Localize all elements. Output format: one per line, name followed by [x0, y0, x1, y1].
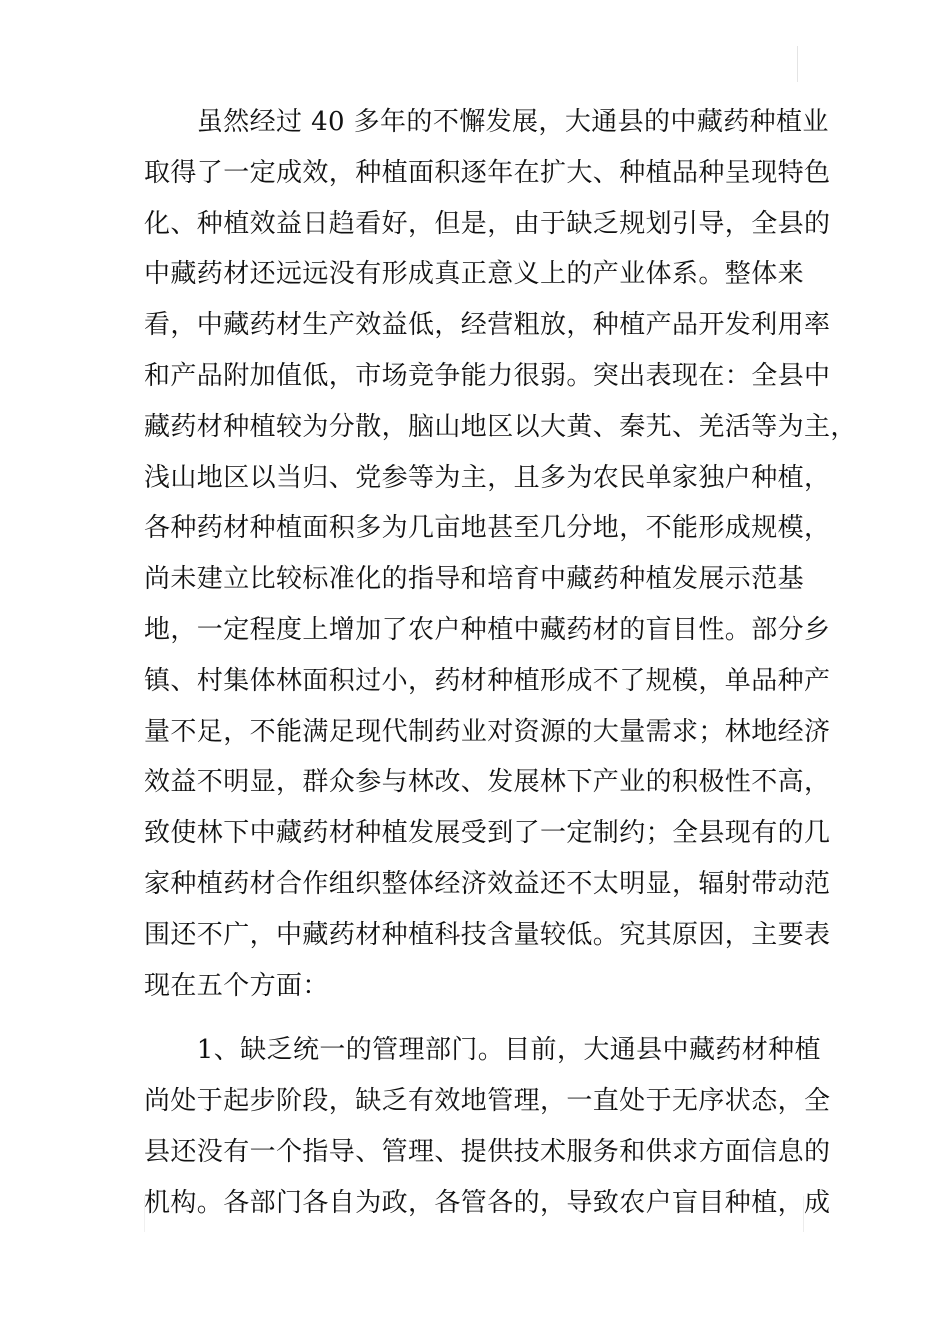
- text-line: 尚未建立比较标准化的指导和培育中藏药种植发展示范基: [144, 564, 805, 595]
- text-line: 机构。各部门各自为政，各管各的，导致农户盲目种植，成: [144, 1187, 831, 1218]
- document-body: [144, 97, 857, 1229]
- text-line: 地，一定程度上增加了农户种植中藏药材的盲目性。部分乡: [144, 614, 831, 645]
- paragraph: [144, 1025, 831, 1228]
- text-line: 围还不广，中藏药材种植科技含量较低。究其原因，主要表: [144, 919, 831, 950]
- text-line: 镇、村集体林面积过小，药材种植形成不了规模，单品种产: [144, 665, 831, 696]
- paragraph: [144, 97, 857, 1011]
- text-line: 看，中藏药材生产效益低，经营粗放，种植产品开发利用率: [144, 310, 831, 341]
- text-line: 量不足，不能满足现代制药业对资源的大量需求；林地经济: [144, 716, 831, 747]
- text-line: 各种药材种植面积多为几亩地甚至几分地，不能形成规模，: [144, 513, 831, 544]
- text-line: 致使林下中藏药材种植发展受到了一定制约；全县现有的几: [144, 818, 831, 849]
- text-line: 浅山地区以当归、党参等为主，且多为农民单家独户种植，: [144, 462, 831, 493]
- text-line: 现在五个方面：: [144, 970, 329, 1001]
- text-line: 化、种植效益日趋看好，但是，由于缺乏规划引导，全县的: [144, 208, 831, 239]
- page-corner-mark: [797, 46, 798, 82]
- text-line: 和产品附加值低，市场竞争能力很弱。突出表现在：全县中: [144, 360, 831, 391]
- paragraph-spacing: [144, 1011, 806, 1025]
- text-line: 中藏药材还远远没有形成真正意义上的产业体系。整体来: [144, 259, 805, 290]
- text-line: 藏药材种植较为分散，脑山地区以大黄、秦艽、羌活等为主，: [144, 411, 857, 442]
- text-line: 家种植药材合作组织整体经济效益还不太明显，辐射带动范: [144, 868, 831, 899]
- text-line: 取得了一定成效，种植面积逐年在扩大、种植品种呈现特色: [144, 157, 831, 188]
- text-line: 尚处于起步阶段，缺乏有效地管理，一直处于无序状态，全: [144, 1086, 831, 1117]
- text-line: 虽然经过 40 多年的不懈发展，大通县的中藏药种植业: [144, 107, 829, 137]
- text-line: 县还没有一个指导、管理、提供技术服务和供求方面信息的: [144, 1136, 831, 1167]
- text-line: 效益不明显，群众参与林改、发展林下产业的积极性不高，: [144, 767, 831, 798]
- text-line: 1、缺乏统一的管理部门。目前，大通县中藏药材种植: [144, 1035, 821, 1066]
